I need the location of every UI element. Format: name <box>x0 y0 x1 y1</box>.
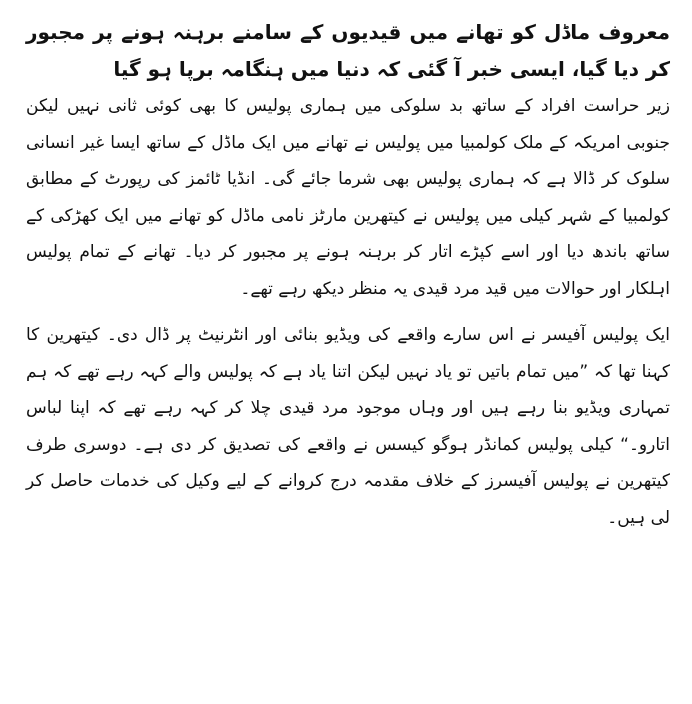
article-paragraph-2: ایک پولیس آفیسر نے اس سارے واقعے کی ویڈیو بنائی اور انٹرنیٹ پر ڈال دی۔ کیتھرین کا کہنا تھا کہ ”میں تمام باتیں تو یاد نہیں لیکن اتنا یاد ہے کہ پولیس والے کہہ رہے تھے کہ ہم تمہاری ویڈیو بنا رہے ہیں اور وہاں موجود مرد قیدی چلا کر کہہ رہے تھے کہ اپنا لباس اتارو۔“ کیلی پولیس کمانڈر ہوگو کیسس نے واقعے کی تصدیق کر دی ہے۔ دوسری طرف کیتھرین نے پولیس آفیسرز کے خلاف مقدمہ درج کروانے کے لیے وکیل کی خدمات حاصل کر لی ہیں۔ <box>26 325 670 528</box>
article-paragraph-1: زیر حراست افراد کے ساتھ بد سلوکی میں ہماری پولیس کا بھی کوئی ثانی نہیں لیکن جنوبی امریکہ کے ملک کولمبیا میں پولیس نے تھانے میں ایک ماڈل کے ساتھ ایسا غیر انسانی سلوک کر ڈالا ہے کہ ہماری پولیس بھی شرما جائے گی۔ انڈیا ٹائمز کی رپورٹ کے مطابق کولمبیا کے شہر کیلی میں پولیس نے کیتھرین مارٹز نامی ماڈل کو تھانے میں ایک کھڑکی کے ساتھ باندھ دیا اور اسے کپڑے اتار کر برہنہ ہونے پر مجبور کر دیا۔ تھانے کے تمام پولیس اہلکار اور حوالات میں قید مرد قیدی یہ منظر دیکھ رہے تھے۔ <box>26 96 670 299</box>
article-headline: معروف ماڈل کو تھانے میں قیدیوں کے سامنے برہنہ ہونے پر مجبور کر دیا گیا، ایسی خبر آ گئی کہ دنیا میں ہنگامہ برپا ہو گیا <box>26 20 670 81</box>
